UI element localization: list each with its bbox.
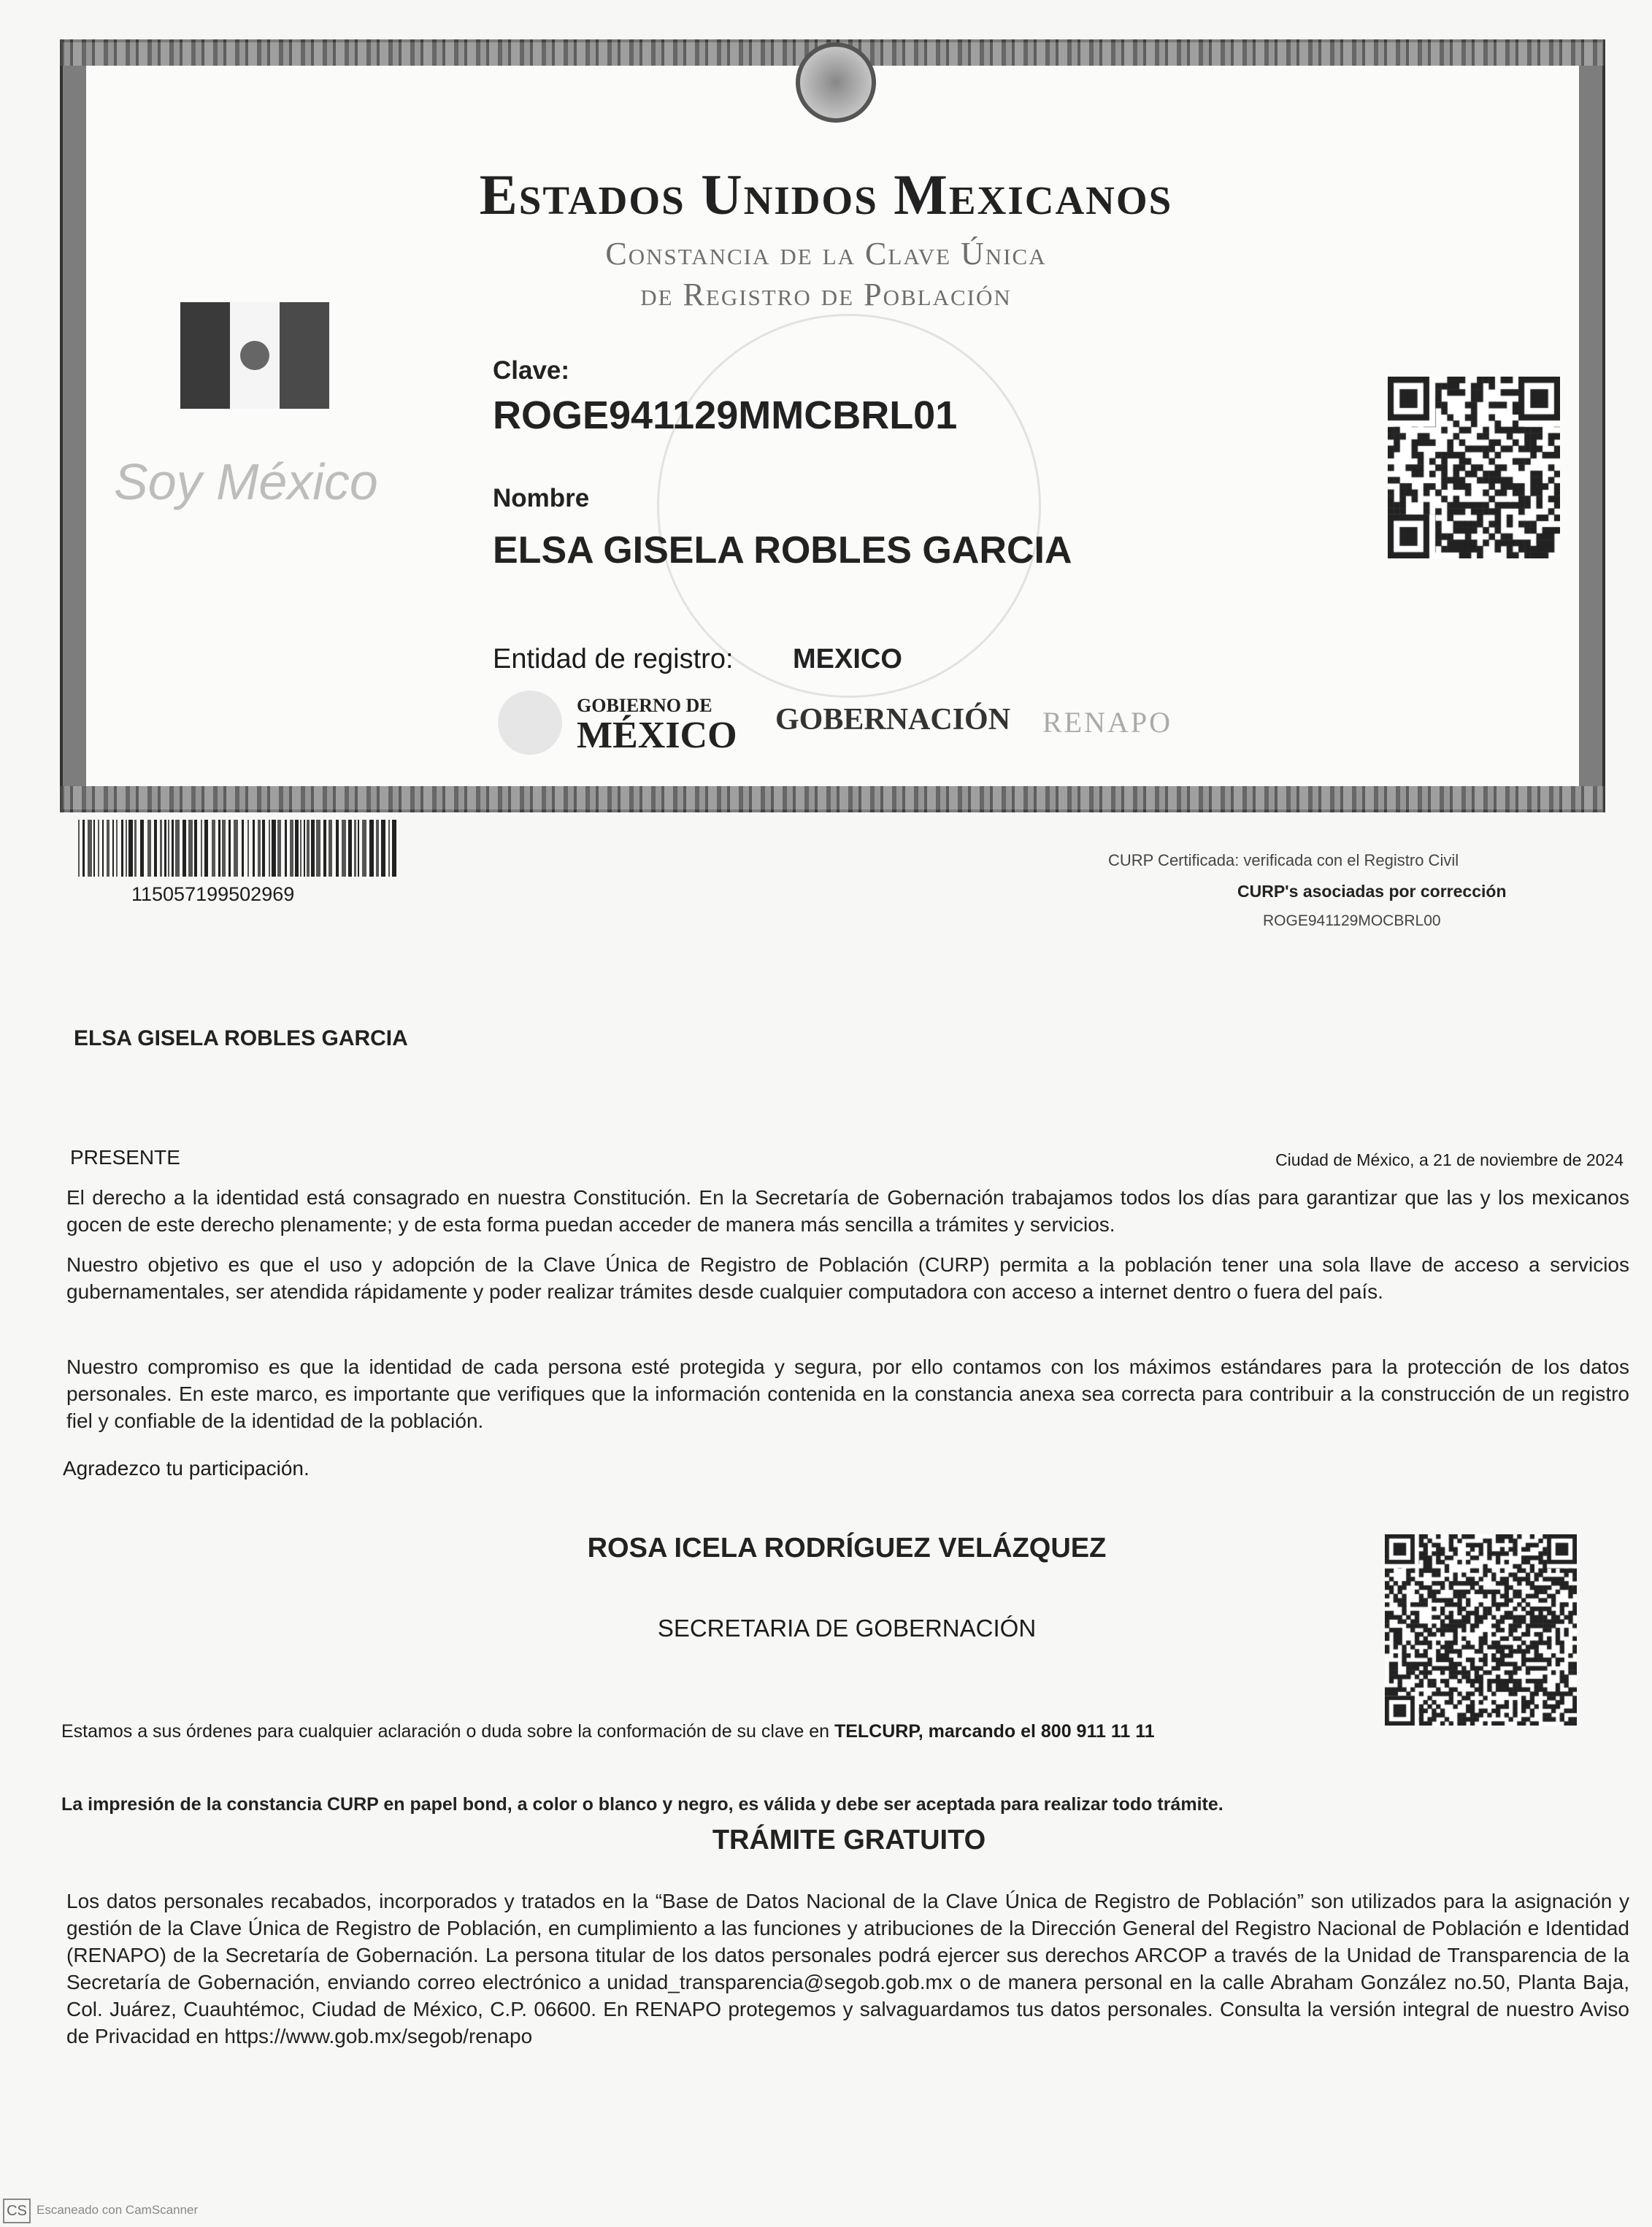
soy-mexico-logo: Soy México	[114, 453, 378, 510]
barcode-bar	[336, 820, 339, 877]
associated-curp-value: ROGE941129MOCBRL00	[1263, 912, 1441, 929]
free-procedure: TRÁMITE GRATUITO	[712, 1825, 986, 1855]
barcode	[78, 820, 401, 877]
barcode-bar	[342, 820, 346, 877]
barcode-bar	[369, 820, 374, 877]
barcode-bar	[258, 820, 261, 877]
associated-curp-label: CURP's asociadas por corrección	[1237, 882, 1507, 901]
gobierno-seal-icon	[498, 691, 562, 755]
clave-value: ROGE941129MMCBRL01	[493, 393, 958, 437]
barcode-bar	[183, 820, 186, 877]
recipient-name: ELSA GISELA ROBLES GARCIA	[74, 1026, 408, 1050]
logo-renapo: RENAPO	[1042, 706, 1173, 739]
barcode-bar	[228, 820, 231, 877]
barcode-bar	[218, 820, 220, 877]
barcode-bar	[98, 820, 99, 877]
barcode-bar	[358, 820, 359, 877]
paragraph-1: El derecho a la identidad está consagrado en nuestra Constitución. En la Secretaría de Gobernación trabajamos todos los días para garantizar que las y los mexicanos gocen de este derecho plenamente; y de esta forma puedan acceder de manera más sencilla a trámites y servicios.	[66, 1186, 1629, 1236]
entidad-label: Entidad de registro:	[493, 644, 734, 674]
barcode-bar	[147, 820, 151, 877]
telcurp-note	[61, 1721, 1155, 1742]
barcode-bar	[242, 820, 244, 877]
signer-name: ROSA ICELA RODRÍGUEZ VELÁZQUEZ	[587, 1533, 1107, 1563]
barcode-bar	[154, 820, 157, 877]
border-pattern-bottom	[60, 786, 1605, 812]
telcurp-text: Estamos a sus órdenes para cualquier aclaración o duda sobre la conformación de su clave en	[61, 1721, 834, 1742]
barcode-bar	[381, 820, 385, 877]
barcode-bar	[272, 820, 276, 877]
barcode-bar	[307, 820, 310, 877]
barcode-bar	[134, 820, 137, 877]
barcode-bar	[311, 820, 315, 877]
barcode-bar	[140, 820, 144, 877]
barcode-bar	[316, 820, 320, 877]
paragraph-2: Nuestro objetivo es que el uso y adopción de la Clave Única de Registro de Población (CURP) permita a la población tener una sola llave de acceso a servicios gubernamentales, ser atendida rápidamente y poder realizar trámites desde cualquier computadora con acceso a internet dentro o fuera del país.	[66, 1253, 1629, 1303]
barcode-bar	[388, 820, 390, 877]
barcode-bar	[175, 820, 180, 877]
barcode-bar	[121, 820, 123, 877]
barcode-bar	[222, 820, 226, 877]
scanner-footer: Escaneado con CamScanner	[37, 2203, 199, 2217]
barcode-bar	[376, 820, 379, 877]
flag-icon	[180, 302, 329, 409]
watermark-seal-icon	[657, 314, 1041, 698]
logo-gobierno-line1: GOBIERNO DE	[577, 695, 712, 716]
barcode-bar	[262, 820, 265, 877]
paragraph-3: Nuestro compromiso es que la identidad de cada persona esté protegida y segura, por ello contamos con los máximos estándares para la protección de los datos personales. En este marco, es importante que verifiques que la información contenida en la constancia anexa sea correcta para contribuir a la construcción de un registro fiel y confiable de la identidad de la población.	[66, 1355, 1629, 1432]
barcode-bar	[204, 820, 208, 877]
barcode-bar	[212, 820, 215, 877]
nombre-value: ELSA GISELA ROBLES GARCIA	[493, 529, 1072, 572]
nombre-label: Nombre	[493, 484, 590, 512]
barcode-bar	[116, 820, 118, 877]
signer-title: SECRETARIA DE GOBERNACIÓN	[657, 1615, 1037, 1642]
barcode-bar	[107, 820, 110, 877]
coat-of-arms-icon	[796, 42, 876, 123]
barcode-number: 115057199502969	[131, 883, 295, 905]
barcode-bar	[168, 820, 169, 877]
thanks: Agradezco tu participación.	[63, 1457, 310, 1480]
presente: PRESENTE	[70, 1146, 180, 1169]
clave-label: Clave:	[493, 356, 570, 385]
barcode-bar	[160, 820, 162, 877]
logo-gobernacion: GOBERNACIÓN	[775, 703, 1011, 736]
logo-gobierno-line2: MÉXICO	[577, 715, 737, 756]
qr-code	[1388, 377, 1560, 558]
barcode-bar	[285, 820, 287, 877]
privacy-notice: Los datos personales recabados, incorporados y tratados en la “Base de Datos Nacional de la Clave Única de Registro de Población” son utilizados para la asignación y gestión de la Clave Única de Registro de Población, en cumplimiento a las funciones y atribuciones de la Dirección General del Registro Nacional de Población e Identidad (RENAPO) de la Secretaría de Gobernación. La persona titular de los datos personales podrá ejercer sus derechos ARCOP a través de la Unidad de Transparencia de la Secretaría de Gobernación, enviando correo electrónico a unidad_transparencia@segob.gob.mx o de manera personal en la calle Abraham González no.50, Planta Baja, Col. Juárez, Cuauhtémoc, Ciudad de México, C.P. 06600. En RENAPO protegemos y salvaguardamos tus datos personales. Consulta la versión integral de nuestro Aviso de Privacidad en https://www.gob.mx/segob/renapo	[66, 1890, 1629, 2047]
barcode-bar	[88, 820, 92, 877]
barcode-bar	[277, 820, 281, 877]
barcode-bar	[247, 820, 249, 877]
letter-date: Ciudad de México, a 21 de noviembre de 2024	[1275, 1150, 1624, 1169]
barcode-bar	[201, 820, 202, 877]
barcode-bar	[354, 820, 356, 877]
barcode-bar	[102, 820, 104, 877]
barcode-bar	[392, 820, 396, 877]
barcode-bar	[93, 820, 95, 877]
camscanner-logo: CS	[3, 2199, 31, 2223]
barcode-bar	[172, 820, 174, 877]
barcode-bar	[126, 820, 127, 877]
barcode-bar	[348, 820, 352, 877]
barcode-bar	[295, 820, 299, 877]
document-subtitle-2: de Registro de Población	[640, 277, 1012, 312]
telcurp-phone: TELCURP, marcando el 800 911 11 11	[834, 1721, 1155, 1742]
barcode-bar	[128, 820, 133, 877]
barcode-bar	[194, 820, 197, 877]
print-validity-note: La impresión de la constancia CURP en papel bond, a color o blanco y negro, es válida y debe ser aceptada para realizar todo trámite.	[61, 1794, 1223, 1815]
barcode-bar	[234, 820, 238, 877]
barcode-bar	[253, 820, 255, 877]
barcode-bar	[112, 820, 114, 877]
barcode-bar	[329, 820, 332, 877]
barcode-bar	[188, 820, 193, 877]
barcode-bar	[323, 820, 326, 877]
barcode-bar	[78, 820, 80, 877]
barcode-bar	[82, 820, 85, 877]
qr-code-signature	[1385, 1534, 1577, 1726]
barcode-bar	[304, 820, 305, 877]
barcode-bar	[362, 820, 366, 877]
document-subtitle-1: Constancia de la Clave Única	[605, 236, 1047, 272]
entidad-value: MEXICO	[793, 644, 902, 674]
barcode-bar	[269, 820, 270, 877]
barcode-bar	[300, 820, 301, 877]
certified-note: CURP Certificada: verificada con el Registro Civil	[1108, 851, 1459, 869]
barcode-bar	[164, 820, 166, 877]
document-title: Estados Unidos Mexicanos	[479, 163, 1173, 226]
barcode-bar	[290, 820, 293, 877]
